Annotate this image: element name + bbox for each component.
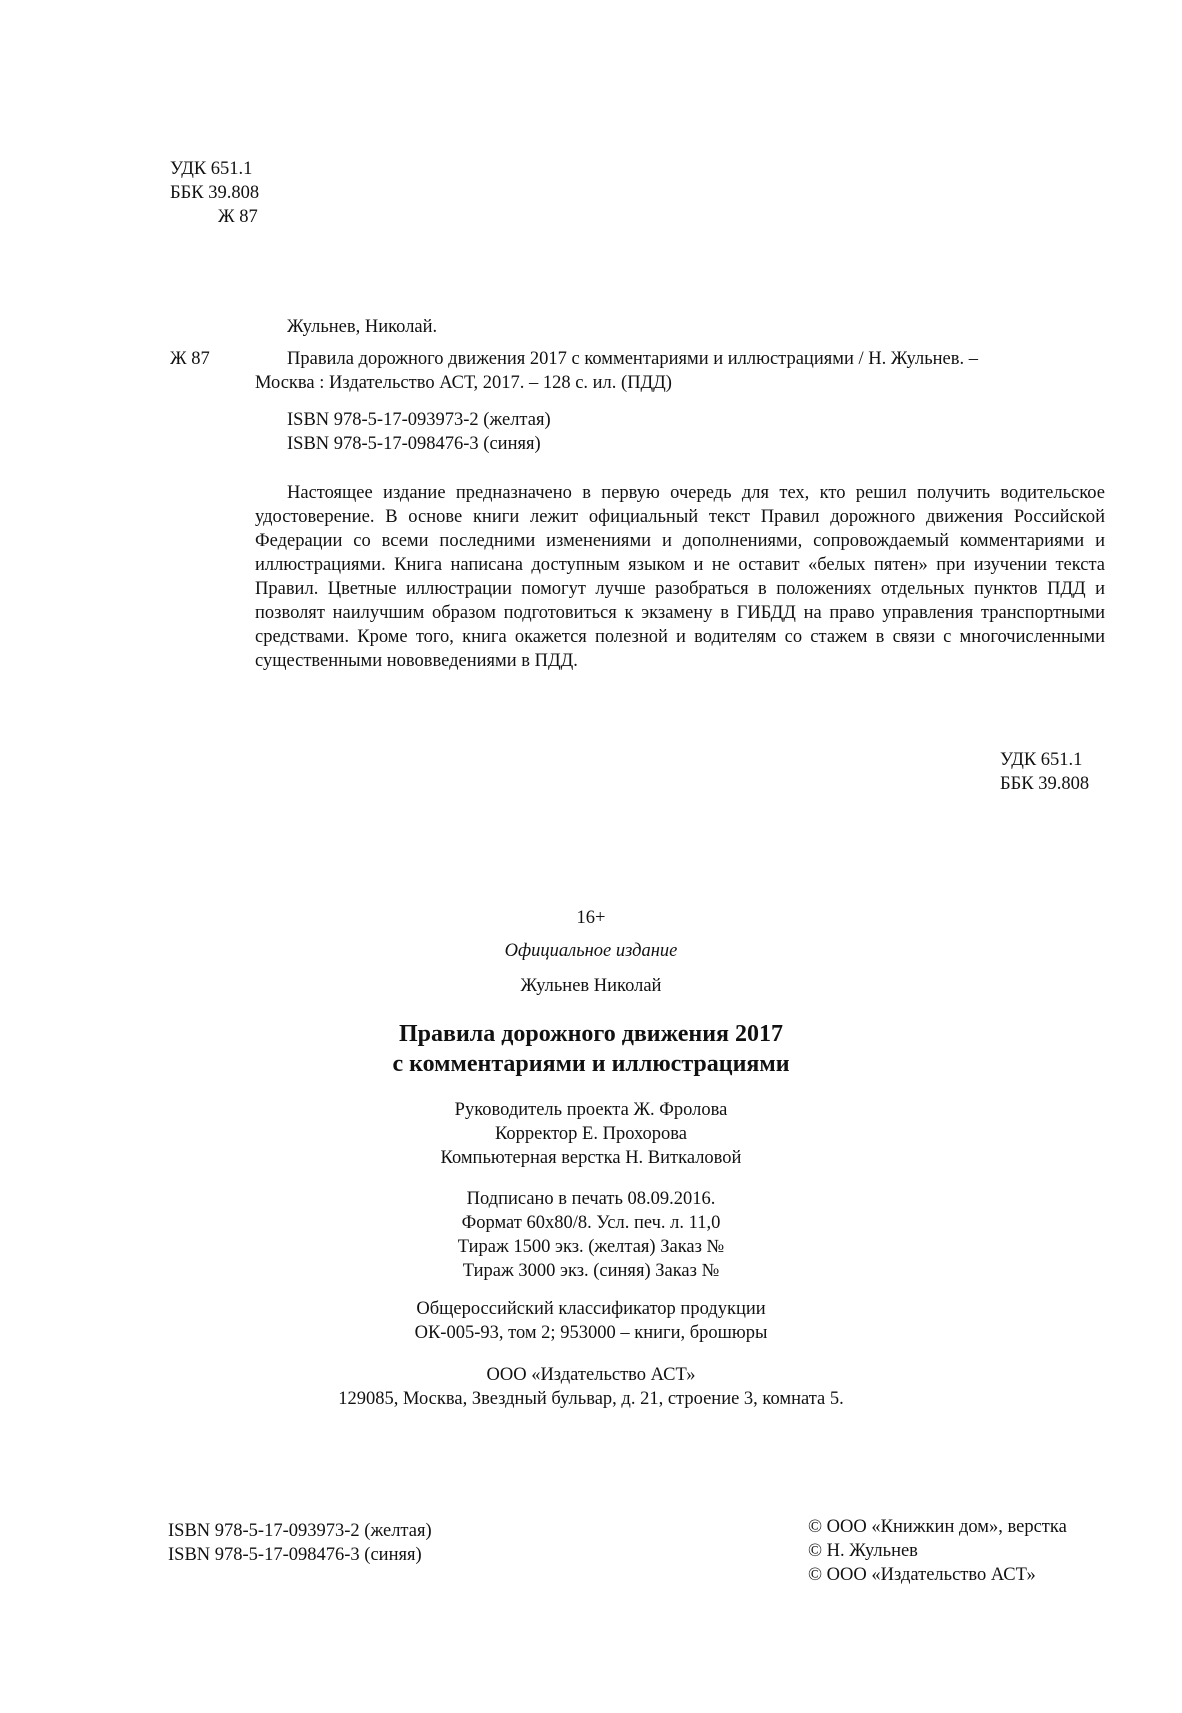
- book-title: [0, 1019, 1182, 1079]
- bibliographic-author-sign: Ж 87: [170, 349, 210, 369]
- entry-line-2: Москва : Издательство АСТ, 2017. – 128 с. ил. (ПДД): [255, 373, 672, 393]
- isbn-blue: ISBN 978-5-17-098476-3 (синяя): [287, 434, 541, 454]
- staff-line: Корректор Е. Прохорова: [494, 1124, 688, 1144]
- publisher-address: 129085, Москва, Звездный бульвар, д. 21, строение 3, комната 5.: [338, 1389, 844, 1409]
- publisher-name: ООО «Издательство АСТ»: [486, 1365, 696, 1385]
- print-line: Подписано в печать 08.09.2016.: [466, 1189, 716, 1209]
- copyright-line: © Н. Жульнев: [808, 1541, 918, 1561]
- copyright-line: © ООО «Книжкин дом», верстка: [808, 1517, 1067, 1537]
- bibliographic-author: Жульнев, Николай.: [287, 317, 438, 337]
- print-line: Формат 60х80/8. Усл. печ. л. 11,0: [461, 1213, 721, 1233]
- publisher-info: [0, 1363, 1182, 1411]
- imprint-author: Жульнев Николай: [520, 976, 662, 996]
- print-details: [0, 1187, 1182, 1283]
- annotation-paragraph: Настоящее издание предназначено в первую очередь для тех, кто решил получить водительское удостоверение. В основе книги лежит официальный текст Правил дорожного движения Российской Федерации со всеми последними изменениями и дополнениями, сопровождаемый комментариями и иллюстрациями. Книга написана доступным языком и не оставит «белых пятен» при изучении текста Правил. Цветные иллюстрации помогут лучше разобраться в положениях отдельных пунктов ПДД и позволят наилучшим образом подготовиться к экзамену в ГИБДД на право управления транспортными средствами. Кроме того, книга окажется полезной и водителям со стажем в связи с многочисленными существенными нововведениями в ПДД.: [255, 483, 1105, 671]
- title-line-2: с комментариями и иллюстрациями: [392, 1051, 790, 1077]
- bottom-isbn-block: [168, 1519, 432, 1567]
- copyright-block: [808, 1515, 1067, 1587]
- staff-line: Руководитель проекта Ж. Фролова: [454, 1100, 728, 1120]
- top-classification-codes: [170, 157, 259, 229]
- bottom-isbn-yellow: ISBN 978-5-17-093973-2 (желтая): [168, 1521, 432, 1541]
- official-edition-label: Официальное издание: [504, 941, 678, 961]
- age-rating: 16+: [576, 908, 606, 928]
- staff-credits: [0, 1098, 1182, 1170]
- udk-code-right: УДК 651.1: [1000, 750, 1083, 770]
- classifier-line: ОК-005-93, том 2; 953000 – книги, брошюры: [414, 1323, 768, 1343]
- bibliographic-entry: [255, 347, 1105, 395]
- author-sign: Ж 87: [218, 207, 258, 227]
- bbk-code: ББК 39.808: [170, 183, 260, 203]
- isbn-yellow: ISBN 978-5-17-093973-2 (желтая): [287, 410, 551, 430]
- title-line-1: Правила дорожного движения 2017: [399, 1021, 783, 1047]
- udk-code: УДК 651.1: [170, 159, 253, 179]
- right-classification-codes: [1000, 748, 1089, 796]
- classifier-line: Общероссийский классификатор продукции: [416, 1299, 766, 1319]
- copyright-line: © ООО «Издательство АСТ»: [808, 1565, 1036, 1585]
- product-classifier: [0, 1297, 1182, 1345]
- print-line: Тираж 3000 экз. (синяя) Заказ №: [462, 1261, 720, 1281]
- entry-line-1: Правила дорожного движения 2017 с комментариями и иллюстрациями / Н. Жульнев. –: [287, 349, 978, 369]
- bibliographic-isbn: [287, 408, 551, 456]
- print-line: Тираж 1500 экз. (желтая) Заказ №: [457, 1237, 725, 1257]
- staff-line: Компьютерная верстка Н. Виткаловой: [440, 1148, 742, 1168]
- bottom-isbn-blue: ISBN 978-5-17-098476-3 (синяя): [168, 1545, 422, 1565]
- bbk-code-right: ББК 39.808: [1000, 774, 1090, 794]
